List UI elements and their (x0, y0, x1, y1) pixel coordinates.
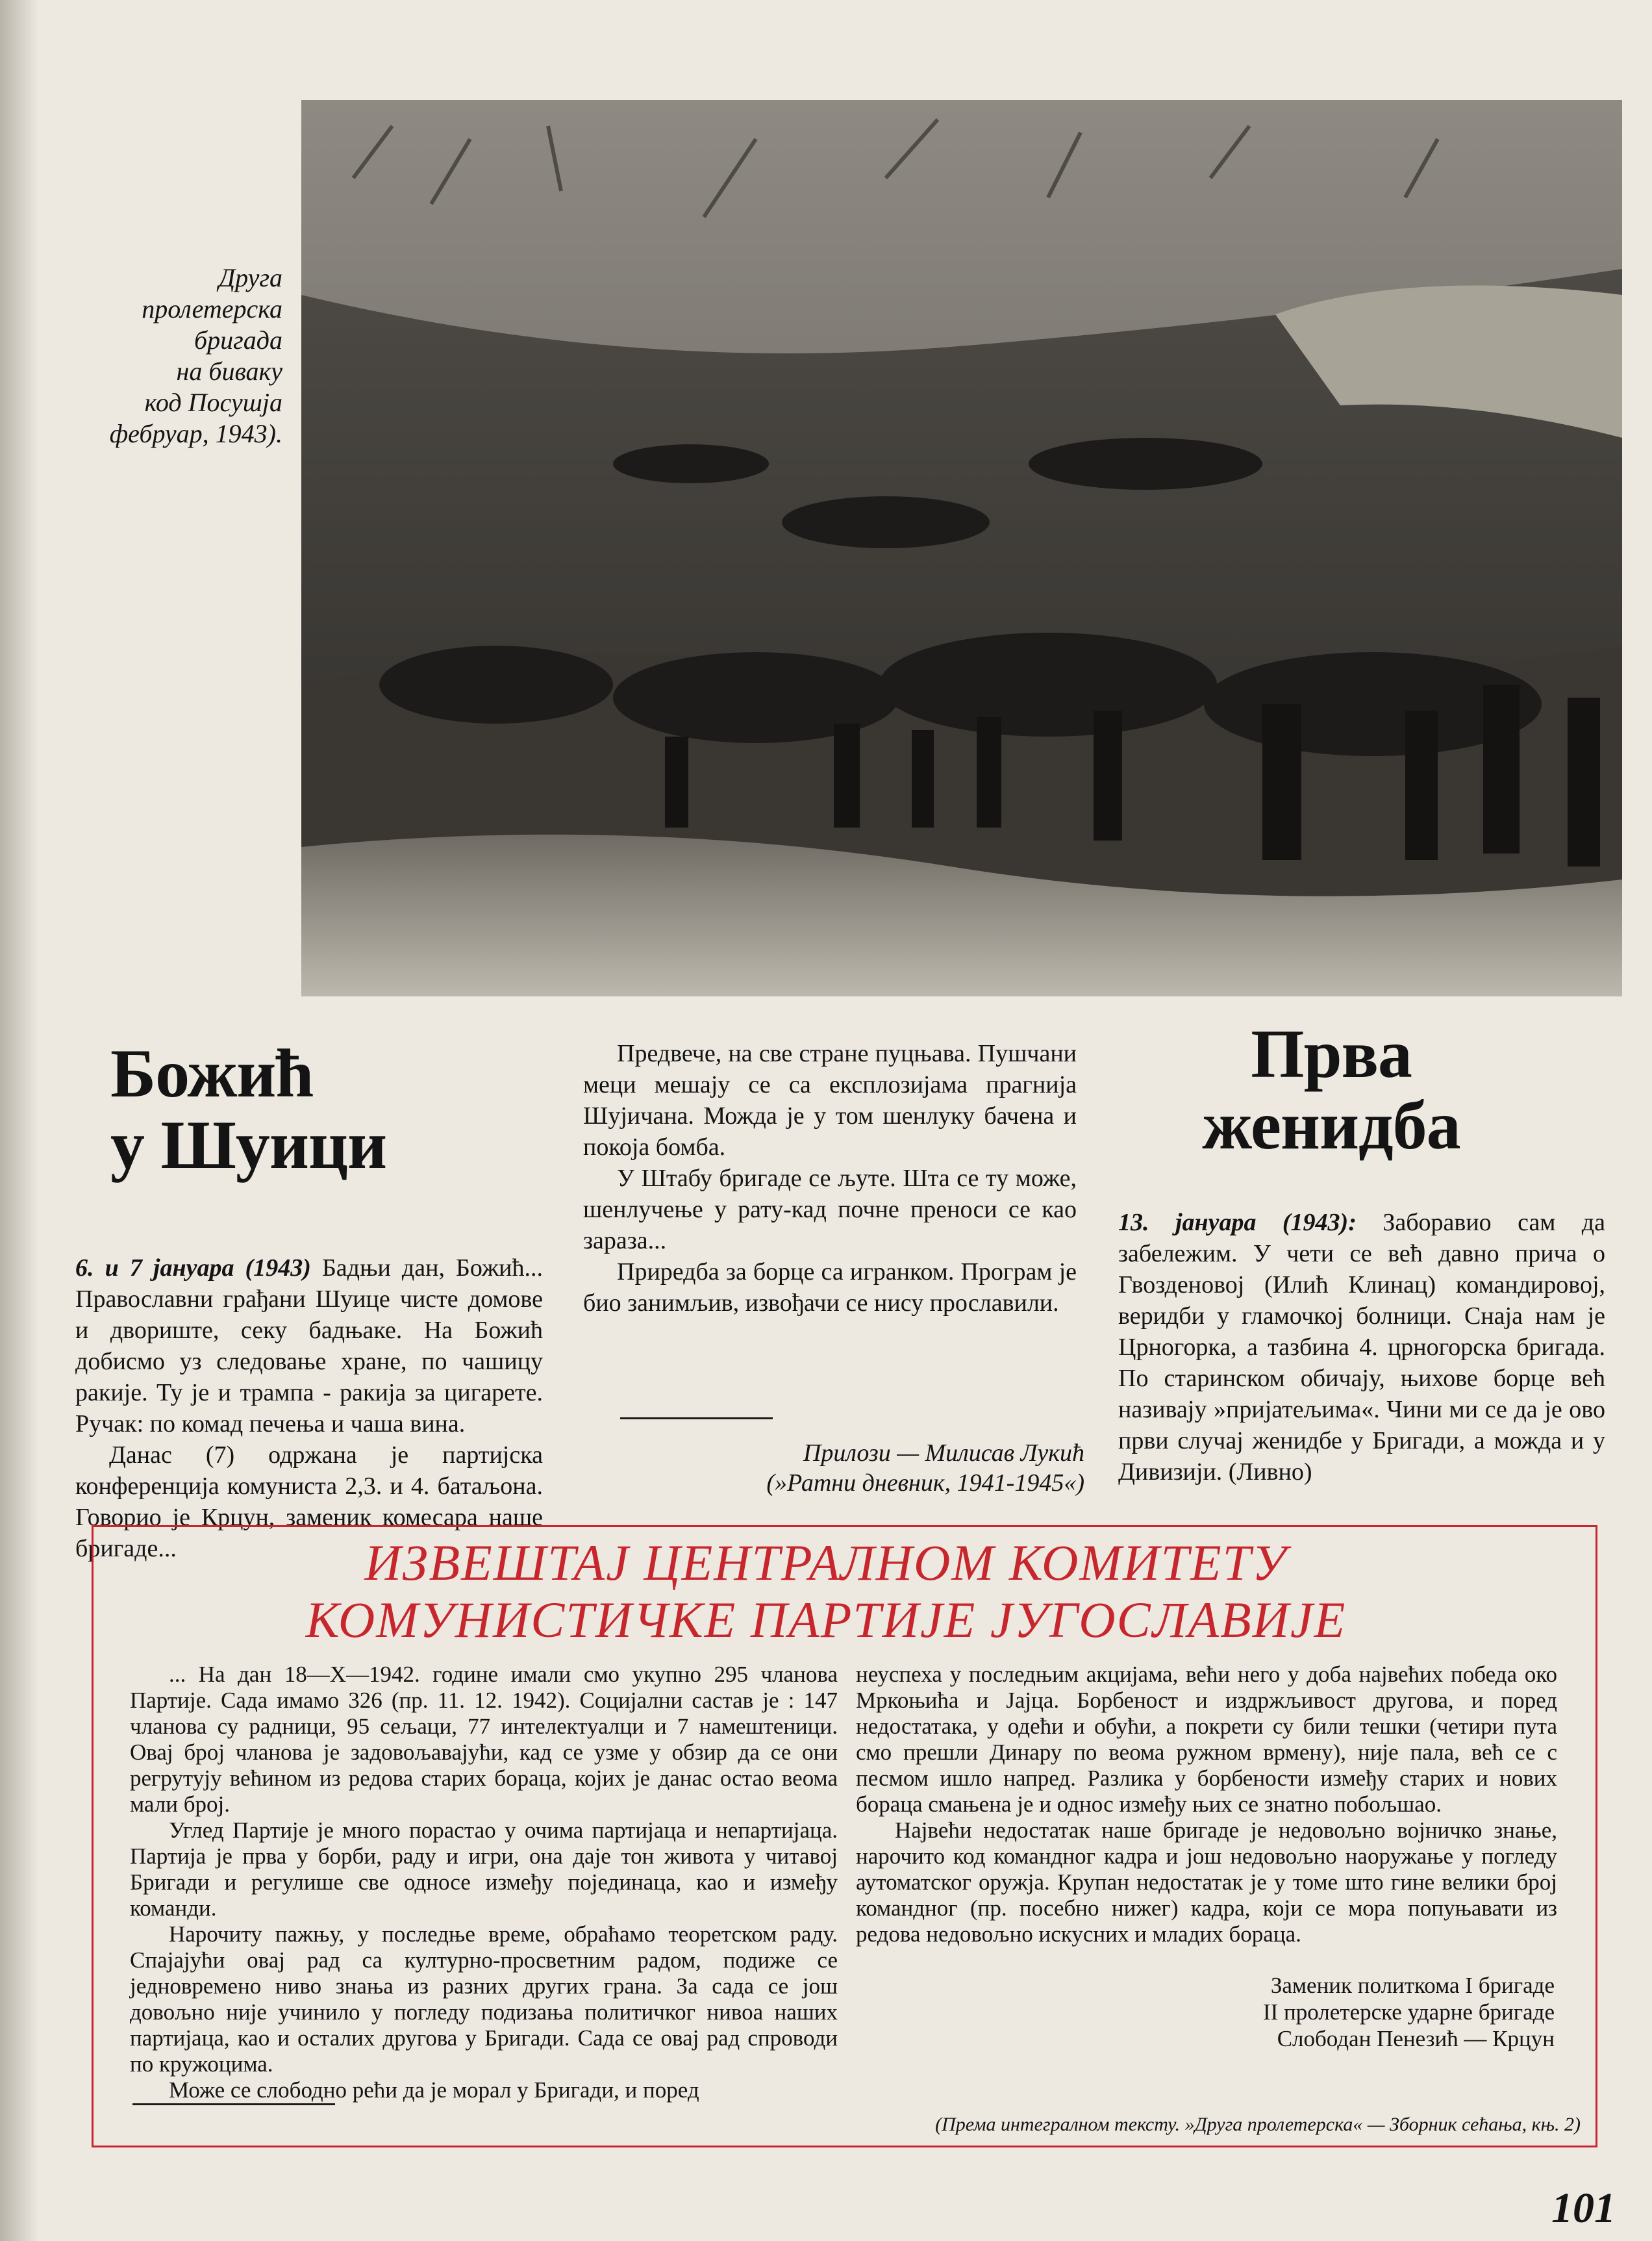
photo-caption (97, 262, 282, 449)
headline-line: Божић (110, 1035, 314, 1111)
article2-dateline: 13. јануара (1943): (1118, 1209, 1357, 1236)
caption-line: бригада (194, 325, 282, 355)
brigade-bivouac-photo (301, 100, 1622, 996)
article1-paragraph-1: Бадњи дан, Божић... Православни грађани Шуице чисте домове и двориште, секу бадњаке. На Божић добисмо уз следовање хране, по чашицу ракије. Ту је и трампа - ракија за цигарете. Ручак: по комад печења и чаша вина. (75, 1254, 544, 1437)
report-column-right (856, 1662, 1557, 1947)
caption-line: Друга (218, 263, 282, 292)
article1-paragraph-2: Данас (7) одржана је партијска конференција комуниста 2,3. и 4. батаљона. Говорио је Крцун, заменик комесара наше бригаде... (75, 1441, 543, 1562)
headline-line: у Шуици (110, 1107, 387, 1183)
attribution-line: (»Ратни дневник, 1941-1945«) (766, 1469, 1084, 1497)
report-left-paragraph-2: Углед Партије је много порастао у очима партијаца и непартијаца. Партија је прва у борби, раду и игри, она даје тон живота у читавој Бригади и регулише све односе између појединаца, као и између команди. (130, 1817, 838, 1921)
report-left-paragraph-1: ... На дан 18—X—1942. године имали смо укупно 295 чланова Партије. Сада имамо 326 (пр. 11. 12. 1942). Социјални састав је : 147 чланова су радници, 95 сељаци, 77 интелектуалци и 7 намештеници. Овај број чланова је задовољавајући, кад се узме у обзир да се они регрутују већином из редова старих бораца, којих је данас остао веома мали број. (130, 1662, 838, 1817)
article1-rule (620, 1417, 773, 1419)
article1-column-2 (583, 1038, 1077, 1319)
article1-headline (110, 1035, 387, 1183)
page-number: 101 (1551, 2184, 1616, 2232)
article2-column (1118, 1207, 1605, 1488)
signoff-line: Слободан Пенезић — Крцун (1277, 2026, 1555, 2051)
article1-paragraph-5: Приредба за борце са игранком. Програм је био занимљив, извођачи се нису прославили. (583, 1258, 1077, 1317)
report-title-line: ИЗВЕШТАЈ ЦЕНТРАЛНОМ КОМИТЕТУ (364, 1534, 1288, 1591)
article1-attribution (584, 1438, 1084, 1498)
article2-paragraph-1: Заборавио сам да забележим. У чети се већ давно прича о Гвозденовој (Илић Клинац) командировој, веридби у гламочкој болници. Снаја нам је Црногорка, а тазбина 4. црногорска бригада. По старинском обичају, њихове борце већ називају »пријатељима«. Чини ми се да је ово први случај женидбе у Бригади, а можда и у Дивизији. (Ливно) (1118, 1209, 1605, 1486)
report-title (0, 1534, 1652, 1649)
caption-line: фебруар, 1943). (109, 419, 282, 448)
signoff-line: Заменик политкома I бригаде (1270, 1973, 1555, 1998)
report-signoff (1263, 1972, 1555, 2052)
attribution-line: Прилози — Милисав Лукић (803, 1439, 1084, 1467)
report-left-paragraph-3: Нарочиту пажњу, у последње време, обраћамо теоретском раду. Спајајући овај рад са културно-просветним радом, подиже се једновремено ниво знања из разних других грана. За сада се још довољно није учинило у погледу подизања политичког нивоа наших партијаца, као и осталих другова у Бригади. Сада се овај рад спроводи по кружоцима. (130, 1921, 838, 2077)
report-right-paragraph-2: Највећи недостатак наше бригаде је недовољно војничко знање, нарочито код командног кадра и још недовољно наоружање у погледу аутоматског оружја. Крупан недостатак је у томе што гине велики број командног (пр. посебно нижег) кадра, који се мора попуњавати из редова недовољно искусних и младих бораца. (856, 1817, 1557, 1947)
photo-illustration (301, 100, 1622, 996)
binding-shadow (0, 0, 39, 2241)
report-column-left (130, 1662, 838, 2103)
caption-line: код Посушја (144, 388, 282, 417)
article1-column-1 (75, 1252, 543, 1564)
caption-line: пролетерска (142, 294, 282, 323)
headline-line: Прва (1251, 1016, 1412, 1092)
article2-headline (1149, 1016, 1513, 1163)
report-left-paragraph-4: Може се слободно рећи да је морал у Бригади, и поред (169, 2077, 699, 2103)
article1-paragraph-3: Предвече, на све стране пуцњава. Пушчани меци мешају се са експлозијама прагнија Шујичана. Можда је у том шенлуку бачена и покоја бомба. (583, 1040, 1077, 1161)
signoff-line: II пролетерске ударне бригаде (1262, 1999, 1555, 2025)
article1-paragraph-4: У Штабу бригаде се љуте. Шта се ту може, шенлучење у рату-кад почне преноси се као зараза... (583, 1165, 1077, 1254)
report-right-paragraph-1: неуспеха у последњим акцијама, већи него у доба највећих победа око Мркоњића и Јајца. Борбеност и издржљивост другова, и поред недостатака, у одећи и обући, а покрети су били тешки (четири пута смо прешли Динару по веома ружном врмену), није пала, већ се с песмом ишло напред. Разлика у борбености између старих и нових бораца смањена је и однос између њих се знатно побољшао. (856, 1662, 1557, 1817)
article1-dateline: 6. и 7 јануара (1943) (75, 1254, 311, 1282)
report-source: (Према интегралном тексту. »Друга пролетерска« — Зборник сећања, књ. 2) (935, 2114, 1581, 2135)
caption-line: на бивакy (176, 357, 282, 386)
report-rule (132, 2103, 335, 2105)
report-title-line: КОМУНИСТИЧКЕ ПАРТИЈЕ ЈУГОСЛАВИЈЕ (305, 1591, 1347, 1648)
headline-line: женидба (1202, 1087, 1460, 1163)
